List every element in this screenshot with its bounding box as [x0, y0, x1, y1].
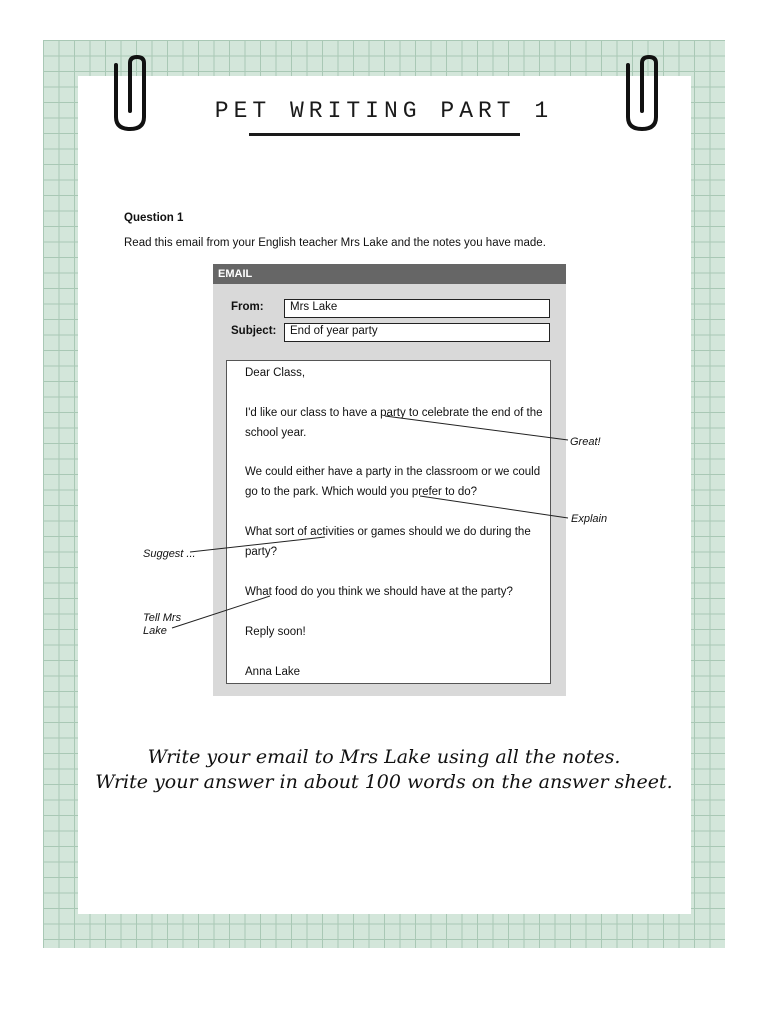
email-line: Dear Class, [245, 367, 306, 379]
email-header: EMAIL [213, 264, 566, 284]
subject-label: Subject: [231, 325, 277, 337]
email-line: Reply soon! [245, 626, 306, 638]
question-instruction: Read this email from your English teacher Mrs Lake and the notes you have made. [124, 237, 546, 249]
email-line: Anna Lake [245, 666, 300, 678]
note-suggest: Suggest ... [143, 548, 196, 560]
email-line: school year. [245, 427, 307, 439]
email-line: What sort of activities or games should we do during the [245, 526, 531, 538]
email-line: What food do you think we should have at the party? [245, 586, 513, 598]
note-explain: Explain [571, 513, 608, 525]
from-label: From: [231, 301, 264, 313]
note-tell-line2: Lake [143, 625, 167, 637]
from-field: Mrs Lake [284, 299, 550, 318]
page-title: PET WRITING PART 1 [214, 98, 554, 124]
question-label: Question 1 [124, 212, 184, 224]
footer-instruction-line1: Write your email to Mrs Lake using all the notes. [147, 746, 621, 768]
email-line: party? [245, 546, 277, 558]
email-line: We could either have a party in the classroom or we could [245, 466, 541, 478]
note-great: Great! [570, 436, 601, 448]
footer-instruction-line2: Write your answer in about 100 words on the answer sheet. [95, 771, 673, 793]
subject-field: End of year party [284, 323, 550, 342]
note-tell-line1: Tell Mrs [143, 612, 182, 624]
email-line: go to the park. Which would you prefer to do? [245, 486, 478, 498]
email-line: I'd like our class to have a party to celebrate the end of the [245, 407, 543, 419]
